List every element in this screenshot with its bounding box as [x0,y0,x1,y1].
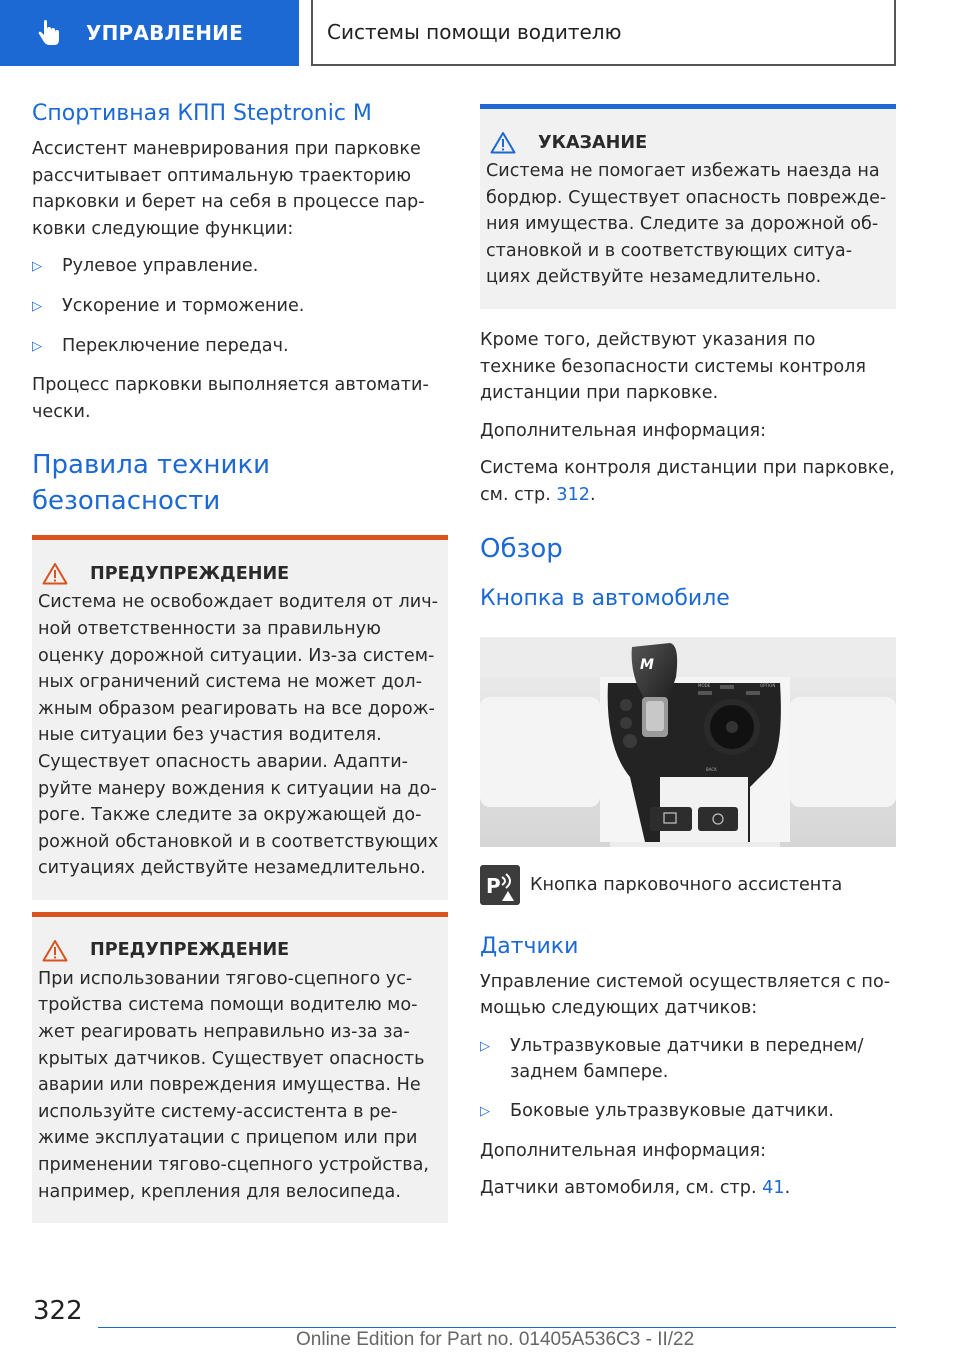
note-text: Система не помогает избежать наезда на бордюр. Существует опасность поврежде- ния имущества. Следите за дорожной об- становкой и в соответствующих ситуа- циях действуйте незамедлительно. [486,161,887,288]
sensors-reference: Датчики автомобиля, см. стр. 41. [480,1178,791,1199]
sensors-list [480,1033,896,1126]
steptronic-list [32,253,448,360]
console-photo [480,637,896,847]
button-heading: Кнопка в автомобиле [480,585,730,611]
steptronic-intro: Ассистент маневрирования при парковке рассчитывает оптимальную траекторию парковки и берет на себя в процессе пар- ковки следующие функции: [32,139,425,239]
sensors-intro: Управление системой осуществляется с по- мощью следующих датчиков: [480,971,891,1019]
page-number: 322 [33,1296,83,1326]
footer-divider [98,1327,896,1328]
overview-heading: Обзор [480,533,563,564]
section-header [311,0,896,66]
steptronic-outro: Процесс парковки выполняется автомати- чески. [32,375,429,422]
note-title: УКАЗАНИЕ [480,131,896,154]
parking-assistant-icon[interactable] [480,865,520,905]
list-item: ▷ Ультразвуковые датчики в переднем/ заднем бампере. [480,1033,896,1086]
console-m-label: M [640,656,654,673]
right-column [480,104,896,1213]
page-link[interactable]: 312 [556,484,590,505]
warning-title: ПРЕДУПРЕЖДЕНИЕ [32,939,448,962]
triangle-bullet-icon: ▷ [32,259,42,275]
console-option-label: OPTION [760,682,776,688]
left-column [32,98,448,1223]
hand-pointer-icon [34,18,64,48]
warning-text: Система не освобождает водителя от лич- ной ответственности за правильную оценку дорожной ситуации. Из-за систем- ных ограничений система не может дол- жным образом реагировать на все дорож- ные ситуации без участия водителя. Существует опасность аварии. Адапти- руйте манеру вождения к ситуации на до- роге. Также следите за окружающей до- рожной обстановкой и в соответствующих ситуациях действуйте незамедлительно. [38,592,439,879]
svg-text:P: P [486,873,501,898]
sensors-heading: Датчики [480,933,579,959]
pdc-reference: Система контроля дистанции при парковке, см. стр. 312. [480,458,895,505]
more-info-label: Дополнительная информация: [480,1140,766,1161]
steptronic-heading: Спортивная КПП Steptronic M [32,101,372,126]
list-item: ▷ Ускорение и торможение. [32,293,448,321]
more-info-label: Дополнительная информация: [480,420,766,441]
warning-box-1 [32,535,448,900]
section-title: Системы помощи водителю [327,20,622,44]
extra-safety-text: Кроме того, действуют указания по технике безопасности системы контроля дистанции при парковке. [480,329,866,404]
chapter-label: УПРАВЛЕНИЕ [86,21,243,45]
photo-caption [480,865,896,905]
triangle-bullet-icon: ▷ [32,298,42,314]
safety-heading: Правила техники безопасности [32,450,271,517]
warning-text: При использовании тягово-сцепного ус- тройства система помощи водителю мо- жет реагировать неправильно из-за за- крытых датчиков. Существует опасность аварии или повреждения имущества. Не используйте систему-ассистента в ре- жиме эксплуатации с прицепом или при применении тягово-сцепного устройства, например, крепления для велосипеда. [38,968,430,1202]
console-back-label: BACK [706,766,717,772]
list-item: ▷ Боковые ультразвуковые датчики. [480,1098,896,1126]
chapter-tab[interactable] [0,0,299,66]
list-item: ▷ Рулевое управление. [32,253,448,281]
caption-text: Кнопка парковочного ассистента [530,874,843,895]
note-box [480,104,896,309]
console-mode-label: MODE [698,682,711,688]
page-link[interactable]: 41 [762,1178,785,1199]
warning-box-2 [32,912,448,1223]
list-item: ▷ Переключение передач. [32,333,448,361]
triangle-bullet-icon: ▷ [480,1103,490,1119]
edition-text: Online Edition for Part no. 01405A536C3 - II/22 [296,1329,695,1350]
triangle-bullet-icon: ▷ [480,1038,490,1054]
warning-triangle-icon [490,131,516,154]
warning-title: ПРЕДУПРЕЖДЕНИЕ [32,562,448,585]
warning-triangle-icon [42,562,68,585]
warning-triangle-icon [42,939,68,962]
triangle-bullet-icon: ▷ [32,338,42,354]
